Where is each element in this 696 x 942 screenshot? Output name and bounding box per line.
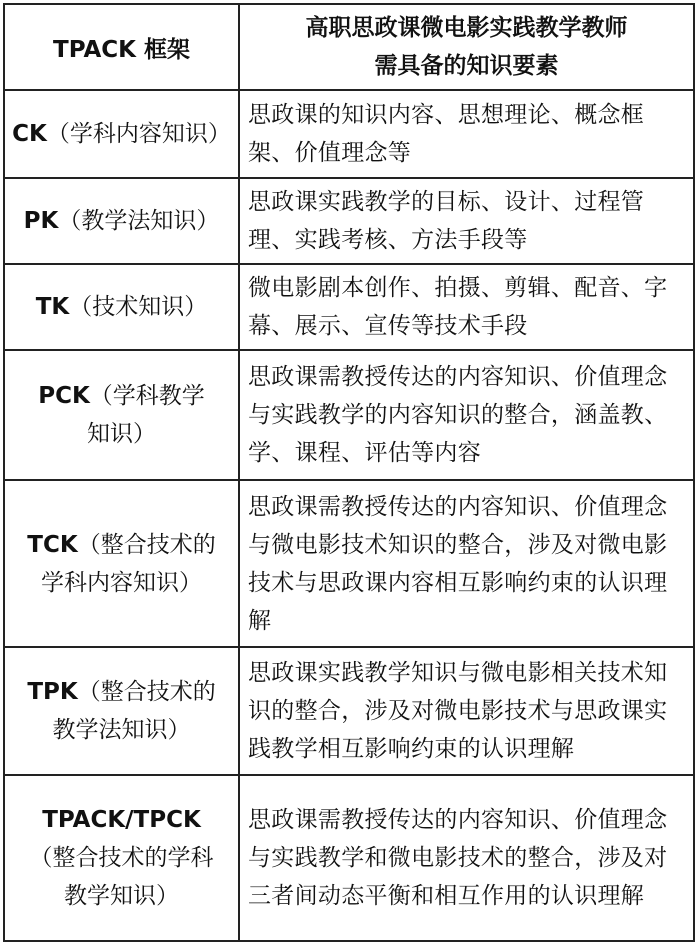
header-knowledge-line1: 高职思政课微电影实践教学教师 (305, 15, 628, 41)
row-abbr: TK (35, 294, 70, 320)
header-framework: TPACK 框架 (4, 4, 239, 90)
row-desc-pck: 思政课需教授传达的内容知识、价值理念与实践教学的内容知识的整合，涵盖教、学、课程、评估等内容 (239, 350, 694, 480)
row-label-line1 (11, 673, 232, 711)
row-label-text: （学科内容知识） (46, 121, 231, 147)
row-desc-tpk: 思政课实践教学知识与微电影相关技术知识的整合，涉及对微电影技术与思政课实践教学相互影响约束的认识理解 (239, 647, 694, 775)
tpack-knowledge-table (3, 3, 695, 942)
row-label-text: （整合技术的 (77, 679, 216, 705)
row-desc-tk: 微电影剧本创作、拍摄、剪辑、配音、字幕、展示、宣传等技术手段 (239, 264, 694, 350)
header-knowledge-line2: 需具备的知识要素 (374, 53, 559, 79)
table-row-tk (4, 264, 694, 350)
row-label-line1: （整合技术的学科 (29, 845, 214, 871)
row-label-tck (4, 480, 239, 647)
row-label-pck (4, 350, 239, 480)
row-abbr: PK (23, 208, 59, 234)
row-label-line2: 教学法知识） (52, 717, 191, 743)
table-row-tpack (4, 775, 694, 941)
row-label-text: （教学法知识） (58, 208, 220, 234)
row-desc-ck: 思政课的知识内容、思想理论、概念框架、价值理念等 (239, 90, 694, 178)
row-label-pk (4, 178, 239, 264)
row-abbr: TPK (27, 679, 78, 705)
row-label-ck (4, 90, 239, 178)
row-label-line2: 知识） (87, 421, 156, 447)
table-header-row (4, 4, 694, 90)
row-label-tpk (4, 647, 239, 775)
table-row-tck (4, 480, 694, 647)
row-abbr: PCK (38, 383, 90, 409)
row-label-line1 (11, 526, 232, 564)
row-label-text: （整合技术的 (77, 531, 216, 558)
row-desc-tpack: 思政课需教授传达的内容知识、价值理念与实践教学和微电影技术的整合，涉及对三者间动态平衡和相互作用的认识理解 (239, 775, 694, 941)
row-abbr: CK (12, 121, 47, 147)
row-abbr: TPACK/TPCK (42, 807, 201, 833)
row-abbr: TCK (27, 531, 78, 558)
row-desc-tck: 思政课需教授传达的内容知识、价值理念与微电影技术知识的整合，涉及对微电影技术与思政课内容相互影响约束的认识理解 (239, 480, 694, 647)
row-label-tk (4, 264, 239, 350)
row-label-text: （技术知识） (69, 294, 208, 320)
header-knowledge-elements (239, 4, 694, 90)
row-label-line2: 教学知识） (64, 883, 179, 909)
row-desc-pk: 思政课实践教学的目标、设计、过程管理、实践考核、方法手段等 (239, 178, 694, 264)
row-label-line1 (11, 377, 232, 415)
table-row-ck (4, 90, 694, 178)
table-row-pk (4, 178, 694, 264)
row-label-line2: 学科内容知识） (41, 569, 202, 596)
row-label-text: （学科教学 (89, 383, 205, 409)
row-label-tpack (4, 775, 239, 941)
table-row-pck (4, 350, 694, 480)
table-row-tpk (4, 647, 694, 775)
